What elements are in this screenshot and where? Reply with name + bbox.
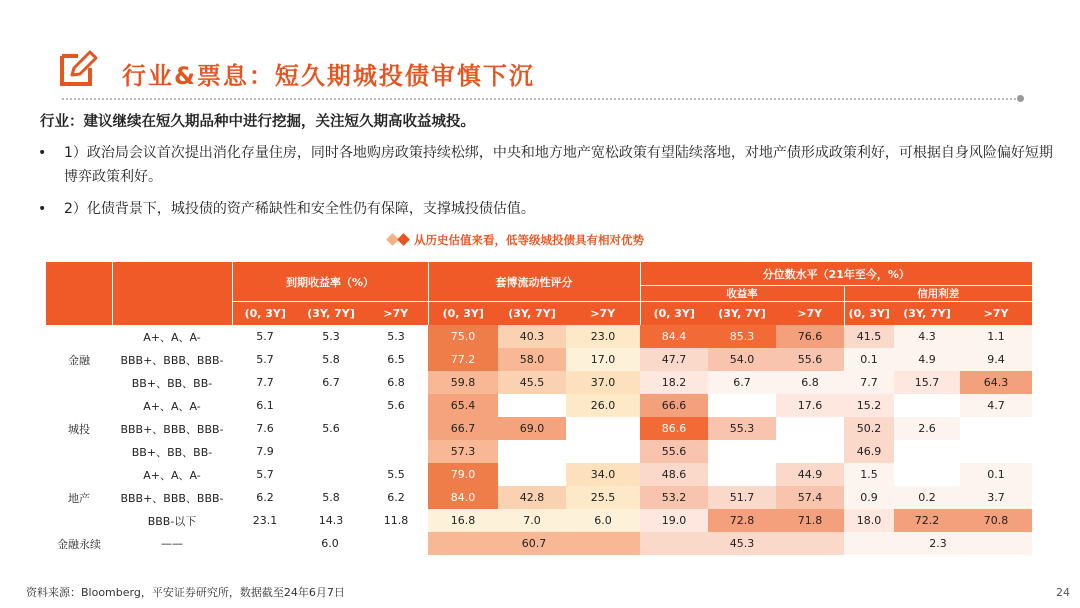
rating-grade: A+、A、A- bbox=[143, 399, 201, 413]
rating-grade: BBB+、BBB、BBB- bbox=[120, 491, 224, 505]
lead-statement: 行业：建议继续在短久期品种中进行挖掘，关注短久期高收益城投。 bbox=[40, 114, 475, 130]
tenor-header: (3Y, 7Y] bbox=[498, 302, 566, 326]
ytm-cell: 7.7 bbox=[232, 371, 298, 394]
liq-cell: 45.5 bbox=[498, 371, 566, 394]
sq-cell: 3.7 bbox=[960, 486, 1032, 509]
liq-cell: 84.0 bbox=[428, 486, 498, 509]
ytm-cell: 5.7 bbox=[232, 325, 298, 348]
yq-cell: 55.3 bbox=[708, 417, 776, 440]
tenor-header: (3Y, 7Y] bbox=[708, 302, 776, 326]
header-blank bbox=[46, 262, 112, 325]
ytm-cell: 5.3 bbox=[364, 325, 428, 348]
tenor-header: (3Y, 7Y] bbox=[298, 302, 364, 326]
pencil-note-icon bbox=[58, 48, 98, 88]
tenor-header: >7Y bbox=[566, 302, 640, 326]
yq-cell bbox=[776, 417, 844, 440]
liq-cell: 69.0 bbox=[498, 417, 566, 440]
yq-cell: 86.6 bbox=[640, 417, 708, 440]
sector-label: 城投 bbox=[68, 422, 90, 436]
tenor-header: (0, 3Y] bbox=[640, 302, 708, 326]
sq-cell: 41.5 bbox=[844, 325, 894, 348]
ytm-cell bbox=[298, 394, 364, 417]
yq-cell bbox=[708, 394, 776, 417]
liq-cell: 7.0 bbox=[498, 509, 566, 532]
sq-cell: 7.7 bbox=[844, 371, 894, 394]
ytm-cell: 6.0 bbox=[232, 532, 428, 555]
yq-cell: 84.4 bbox=[640, 325, 708, 348]
sq-cell: 9.4 bbox=[960, 348, 1032, 371]
sq-cell: 2.3 bbox=[844, 532, 1032, 555]
table-row bbox=[46, 440, 1032, 463]
yq-cell: 51.7 bbox=[708, 486, 776, 509]
sq-cell bbox=[894, 463, 960, 486]
yq-cell: 66.6 bbox=[640, 394, 708, 417]
yq-cell: 53.2 bbox=[640, 486, 708, 509]
ytm-cell: 5.7 bbox=[232, 348, 298, 371]
liq-cell bbox=[498, 440, 566, 463]
liq-cell: 26.0 bbox=[566, 394, 640, 417]
sq-cell: 70.8 bbox=[960, 509, 1032, 532]
liq-cell: 75.0 bbox=[428, 325, 498, 348]
ytm-cell: 6.8 bbox=[364, 371, 428, 394]
yq-cell: 19.0 bbox=[640, 509, 708, 532]
ytm-cell bbox=[364, 440, 428, 463]
yq-cell bbox=[708, 463, 776, 486]
yq-cell: 76.6 bbox=[776, 325, 844, 348]
tenor-header: >7Y bbox=[960, 302, 1032, 326]
ytm-cell bbox=[364, 417, 428, 440]
yq-cell: 17.6 bbox=[776, 394, 844, 417]
sq-cell: 15.7 bbox=[894, 371, 960, 394]
header-ytm: 到期收益率（%） bbox=[232, 262, 428, 302]
ytm-cell: 5.7 bbox=[232, 463, 298, 486]
table-row bbox=[46, 509, 1032, 532]
header-percentile: 分位数水平（21年至今，%） bbox=[640, 262, 1032, 286]
tenor-header: (3Y, 7Y] bbox=[894, 302, 960, 326]
liq-cell bbox=[498, 394, 566, 417]
sq-cell bbox=[960, 417, 1032, 440]
sq-cell: 15.2 bbox=[844, 394, 894, 417]
sq-cell bbox=[960, 440, 1032, 463]
table-row-perpetual bbox=[46, 532, 1032, 555]
ytm-cell: 7.9 bbox=[232, 440, 298, 463]
rating-grade: BB+、BB、BB- bbox=[131, 445, 213, 459]
caption-text: 从历史估值来看，低等级城投债具有相对优势 bbox=[414, 233, 644, 247]
ytm-cell: 7.6 bbox=[232, 417, 298, 440]
header-liquidity: 套博流动性评分 bbox=[428, 262, 640, 302]
diamond-dark-icon bbox=[397, 233, 410, 246]
bullet-dot: • bbox=[38, 201, 47, 217]
ytm-cell: 5.6 bbox=[298, 417, 364, 440]
ytm-cell: 11.8 bbox=[364, 509, 428, 532]
header-yield-quantile: 收益率 bbox=[640, 286, 844, 302]
divider-end-dot bbox=[1017, 95, 1024, 102]
rating-grade: A+、A、A- bbox=[143, 468, 201, 482]
yq-cell: 71.8 bbox=[776, 509, 844, 532]
sq-cell: 0.2 bbox=[894, 486, 960, 509]
ytm-cell: 5.6 bbox=[364, 394, 428, 417]
yq-cell: 47.7 bbox=[640, 348, 708, 371]
ytm-cell: 6.2 bbox=[232, 486, 298, 509]
liq-cell: 66.7 bbox=[428, 417, 498, 440]
sq-cell: 0.9 bbox=[844, 486, 894, 509]
table-row bbox=[46, 463, 1032, 486]
ytm-cell: 14.3 bbox=[298, 509, 364, 532]
bullet-dot: • bbox=[38, 145, 47, 161]
liq-cell bbox=[566, 417, 640, 440]
tenor-header: (0, 3Y] bbox=[844, 302, 894, 326]
yq-cell bbox=[708, 440, 776, 463]
liq-cell: 23.0 bbox=[566, 325, 640, 348]
sector-label: 地产 bbox=[68, 491, 90, 505]
sector-label: 金融 bbox=[68, 353, 90, 367]
liq-cell: 58.0 bbox=[498, 348, 566, 371]
yq-cell: 6.8 bbox=[776, 371, 844, 394]
liq-cell: 6.0 bbox=[566, 509, 640, 532]
ytm-cell bbox=[298, 440, 364, 463]
bond-valuation-table bbox=[46, 262, 1032, 555]
liq-cell: 34.0 bbox=[566, 463, 640, 486]
table-row bbox=[46, 325, 1032, 348]
liq-cell bbox=[498, 463, 566, 486]
table-row bbox=[46, 371, 1032, 394]
ytm-cell: 6.1 bbox=[232, 394, 298, 417]
liq-cell: 77.2 bbox=[428, 348, 498, 371]
yq-cell: 6.7 bbox=[708, 371, 776, 394]
rating-grade: A+、A、A- bbox=[143, 330, 201, 344]
sector-label: 金融永续 bbox=[46, 532, 112, 555]
tenor-header: (0, 3Y] bbox=[232, 302, 298, 326]
ytm-cell bbox=[298, 463, 364, 486]
header-row-1 bbox=[46, 262, 1032, 286]
ytm-cell: 5.3 bbox=[298, 325, 364, 348]
liq-cell bbox=[566, 440, 640, 463]
bullet-text: 2）化债背景下，城投债的资产稀缺性和安全性仍有保障，支撑城投债估值。 bbox=[64, 201, 535, 217]
ytm-cell: 6.7 bbox=[298, 371, 364, 394]
yq-cell: 57.4 bbox=[776, 486, 844, 509]
yq-cell: 18.2 bbox=[640, 371, 708, 394]
liq-cell: 57.3 bbox=[428, 440, 498, 463]
rating-grade: BBB+、BBB、BBB- bbox=[120, 422, 224, 436]
header-blank bbox=[112, 262, 232, 325]
sq-cell: 0.1 bbox=[960, 463, 1032, 486]
table-caption bbox=[388, 232, 644, 248]
liq-cell: 79.0 bbox=[428, 463, 498, 486]
bullet-text: 1）政治局会议首次提出消化存量住房，同时各地购房政策持续松绑，中央和地方地产宽松政策有望陆续落地，对地产债形成政策利好，可根据自身风险偏好短期博弈政策利好。 bbox=[64, 145, 1053, 185]
ytm-cell: 5.8 bbox=[298, 486, 364, 509]
yq-cell: 54.0 bbox=[708, 348, 776, 371]
sq-cell bbox=[894, 440, 960, 463]
table-row bbox=[46, 486, 1032, 509]
yq-cell: 55.6 bbox=[776, 348, 844, 371]
sq-cell: 2.6 bbox=[894, 417, 960, 440]
yq-cell bbox=[776, 440, 844, 463]
table-row bbox=[46, 417, 1032, 440]
table-row bbox=[46, 348, 1032, 371]
yq-cell: 55.6 bbox=[640, 440, 708, 463]
rating-grade: BB+、BB、BB- bbox=[131, 376, 213, 390]
sq-cell: 0.1 bbox=[844, 348, 894, 371]
tenor-header: >7Y bbox=[364, 302, 428, 326]
sq-cell: 4.3 bbox=[894, 325, 960, 348]
sq-cell: 72.2 bbox=[894, 509, 960, 532]
ytm-cell: 23.1 bbox=[232, 509, 298, 532]
liq-cell: 65.4 bbox=[428, 394, 498, 417]
sq-cell: 1.5 bbox=[844, 463, 894, 486]
ytm-cell: 6.2 bbox=[364, 486, 428, 509]
tenor-header: (0, 3Y] bbox=[428, 302, 498, 326]
sq-cell: 64.3 bbox=[960, 371, 1032, 394]
page-title: 行业&票息：短久期城投债审慎下沉 bbox=[122, 62, 535, 90]
yq-cell: 48.6 bbox=[640, 463, 708, 486]
ytm-cell: 6.5 bbox=[364, 348, 428, 371]
sq-cell: 46.9 bbox=[844, 440, 894, 463]
sq-cell: 18.0 bbox=[844, 509, 894, 532]
rating-grade: —— bbox=[112, 532, 232, 555]
liq-cell: 60.7 bbox=[428, 532, 640, 555]
liq-cell: 17.0 bbox=[566, 348, 640, 371]
sq-cell bbox=[894, 394, 960, 417]
liq-cell: 59.8 bbox=[428, 371, 498, 394]
sq-cell: 50.2 bbox=[844, 417, 894, 440]
ytm-cell: 5.8 bbox=[298, 348, 364, 371]
yq-cell: 44.9 bbox=[776, 463, 844, 486]
yq-cell: 85.3 bbox=[708, 325, 776, 348]
liq-cell: 37.0 bbox=[566, 371, 640, 394]
header-spread-quantile: 信用利差 bbox=[844, 286, 1032, 302]
rating-grade: BBB-以下 bbox=[147, 514, 197, 528]
yq-cell: 72.8 bbox=[708, 509, 776, 532]
ytm-cell: 5.5 bbox=[364, 463, 428, 486]
liq-cell: 16.8 bbox=[428, 509, 498, 532]
rating-grade: BBB+、BBB、BBB- bbox=[120, 353, 224, 367]
liq-cell: 40.3 bbox=[498, 325, 566, 348]
sq-cell: 1.1 bbox=[960, 325, 1032, 348]
sq-cell: 4.9 bbox=[894, 348, 960, 371]
tenor-header: >7Y bbox=[776, 302, 844, 326]
page-number: 24 bbox=[1056, 586, 1070, 599]
liq-cell: 25.5 bbox=[566, 486, 640, 509]
table-row bbox=[46, 394, 1032, 417]
sq-cell: 4.7 bbox=[960, 394, 1032, 417]
liq-cell: 42.8 bbox=[498, 486, 566, 509]
title-divider bbox=[62, 98, 1020, 100]
yq-cell: 45.3 bbox=[640, 532, 844, 555]
source-note: 资料来源：Bloomberg，平安证券研究所，数据截至24年6月7日 bbox=[26, 586, 345, 599]
